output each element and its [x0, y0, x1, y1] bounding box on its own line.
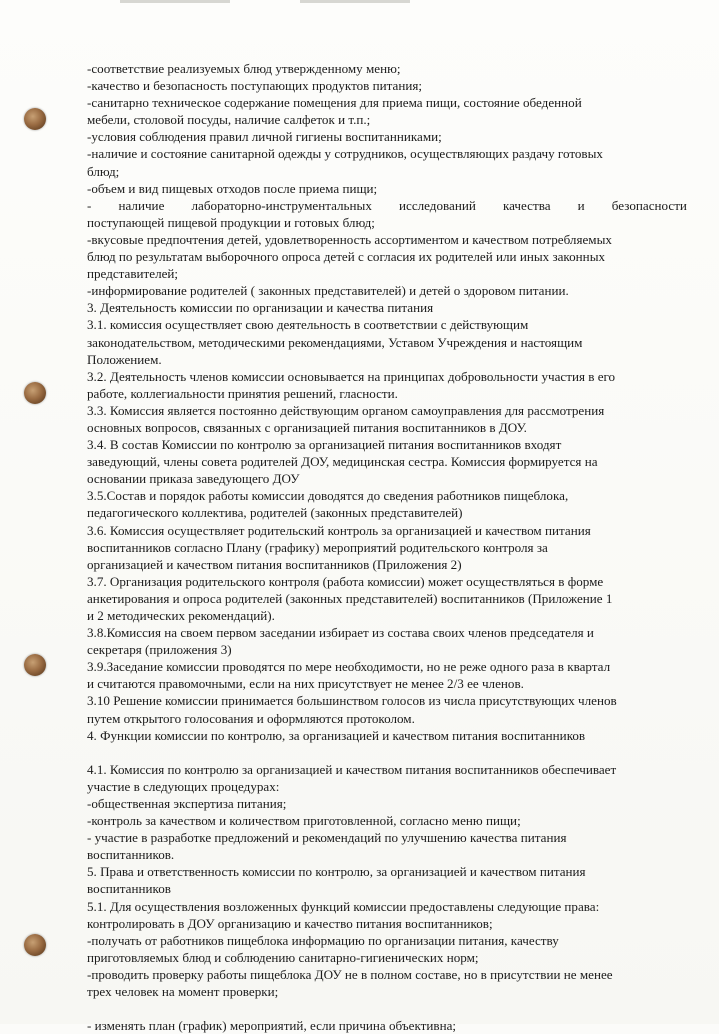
text-line: -объем и вид пищевых отходов после приема пищи;	[87, 180, 378, 196]
paragraph	[87, 966, 687, 1000]
paragraph	[87, 624, 687, 658]
paragraph	[87, 128, 687, 145]
text-line: 5.1. Для осуществления возложенных функций комиссии предоставлены следующие права:	[87, 898, 600, 914]
text-line: контролировать в ДОУ организацию и качество питания воспитанников;	[87, 915, 493, 931]
top-edge-mark	[120, 0, 230, 3]
text-line: Положением.	[87, 351, 162, 367]
text-line: 3.9.Заседание комиссии проводятся по мере необходимости, но не реже одного раза в квартал	[87, 659, 611, 675]
text-line: трех человек на момент проверки;	[87, 983, 279, 999]
text-line: 5. Права и ответственность комиссии по контролю, за организацией и качеством питания	[87, 864, 586, 880]
paragraph	[87, 197, 687, 231]
paragraph	[87, 77, 687, 94]
paragraph	[87, 180, 687, 197]
text-line: блюд по результатам выборочного опроса детей с согласия их родителей или иных законных	[87, 249, 606, 265]
paragraph	[87, 231, 687, 282]
paragraph	[87, 898, 687, 932]
paragraph	[87, 487, 687, 521]
text-line: работе, коллегиальности принятия решений, гласности.	[87, 385, 398, 401]
text-line	[87, 197, 687, 214]
text-line: блюд;	[87, 163, 120, 179]
text-line: основных вопросов, связанных с организацией питания воспитанников в ДОУ.	[87, 419, 527, 435]
text-line: 4.1. Комиссия по контролю за организацией и качеством питания воспитанников обеспечивает	[87, 761, 617, 777]
punch-hole-icon	[24, 934, 46, 956]
text-line: 3.5.Состав и порядок работы комиссии доводятся до сведения работников пищеблока,	[87, 488, 569, 504]
paragraph	[87, 316, 687, 367]
top-edge-mark	[300, 0, 410, 3]
word: и	[577, 197, 585, 213]
paragraph	[87, 282, 687, 299]
punch-hole-icon	[24, 108, 46, 130]
text-line: -контроль за качеством и количеством приготовленной, согласно меню пищи;	[87, 813, 521, 829]
text-line: воспитанников	[87, 881, 171, 897]
text-line: мебели, столовой посуды, наличие салфеток и т.п.;	[87, 112, 371, 128]
punch-hole-icon	[24, 654, 46, 676]
text-line: - участие в разработке предложений и рекомендаций по улучшению качества питания	[87, 830, 567, 846]
text-line: законодательством, методическими рекомендациями, Уставом Учреждения и настоящим	[87, 334, 583, 350]
text-line: 3.10 Решение комиссии принимается большинством голосов из числа присутствующих членов	[87, 693, 617, 709]
paragraph	[87, 829, 687, 863]
text-line: основании приказа заведующего ДОУ	[87, 471, 300, 487]
text-line: -соответствие реализуемых блюд утвержденному меню;	[87, 61, 401, 76]
text-line: -проводить проверку работы пищеблока ДОУ не в полном составе, но в присутствии не менее	[87, 966, 613, 982]
text-line: путем открытого голосования и оформляются протоколом.	[87, 710, 415, 726]
text-line: 3.2. Деятельность членов комиссии основывается на принципах добровольности участия в его	[87, 368, 616, 384]
paragraph	[87, 1000, 687, 1017]
text-line: заведующий, члены совета родителей ДОУ, медицинская сестра. Комиссия формируется на	[87, 454, 598, 470]
text-line: 3.8.Комиссия на своем первом заседании избирает из состава своих членов председателя и	[87, 625, 594, 641]
paragraph	[87, 812, 687, 829]
paragraph	[87, 1017, 687, 1034]
text-line: -получать от работников пищеблока информацию по организации питания, качеству	[87, 932, 559, 948]
text-line: 3.1. комиссия осуществляет свою деятельность в соответствии с действующим	[87, 317, 529, 333]
text-line: 3.7. Организация родительского контроля (работа комиссии) может осуществляться в форме	[87, 573, 604, 589]
text-line: анкетирования и опроса родителей (законных представителей) воспитанников (Приложение 1	[87, 590, 613, 606]
text-line: -условия соблюдения правил личной гигиены воспитанниками;	[87, 129, 442, 145]
text-line: секретаря (приложения 3)	[87, 642, 232, 658]
text-line: 3. Деятельность комиссии по организации и качества питания	[87, 300, 434, 316]
word: наличие	[118, 197, 165, 213]
paragraph	[87, 436, 687, 487]
text-line: 4. Функции комиссии по контролю, за организацией и качеством питания воспитанников	[87, 727, 586, 743]
text-line: воспитанников.	[87, 847, 175, 863]
text-line: 3.4. В состав Комиссии по контролю за организацией питания воспитанников входят	[87, 437, 562, 453]
paragraph	[87, 932, 687, 966]
word: -	[87, 197, 92, 213]
paragraph	[87, 402, 687, 436]
paragraph	[87, 863, 687, 897]
text-line: -вкусовые предпочтения детей, удовлетворенность ассортиментом и качеством потребляемых	[87, 231, 612, 247]
paragraph	[87, 692, 687, 726]
word: качества	[502, 197, 551, 213]
text-line: -санитарно техническое содержание помещения для приема пищи, состояние обеденной	[87, 95, 582, 111]
text-line: и 2 методических рекомендаций).	[87, 608, 275, 623]
punch-hole-icon	[24, 382, 46, 404]
paragraph	[87, 573, 687, 624]
paragraph	[87, 145, 687, 179]
paragraph	[87, 60, 687, 77]
paragraph	[87, 795, 687, 812]
text-line: - изменять план (график) мероприятий, если причина объективна;	[87, 1018, 457, 1034]
paragraph	[87, 744, 687, 761]
text-line: участие в следующих процедурах:	[87, 778, 280, 794]
text-line: представителей;	[87, 266, 179, 282]
word: исследований	[399, 197, 476, 213]
text-line: -информирование родителей ( законных представителей) и детей о здоровом питании.	[87, 283, 569, 299]
text-line: -качество и безопасность поступающих продуктов питания;	[87, 78, 423, 94]
paragraph	[87, 522, 687, 573]
document-body	[87, 60, 687, 1034]
paragraph	[87, 727, 687, 744]
text-line: 3.6. Комиссия осуществляет родительский контроль за организацией и качеством питания	[87, 522, 591, 538]
paragraph	[87, 658, 687, 692]
text-line: поступающей пищевой продукции и готовых блюд;	[87, 214, 375, 230]
paragraph	[87, 299, 687, 316]
paragraph	[87, 368, 687, 402]
text-line: 3.3. Комиссия является постоянно действующим органом самоуправления для рассмотрения	[87, 402, 605, 418]
paragraph	[87, 761, 687, 795]
text-line: педагогического коллектива, родителей (законных представителей)	[87, 505, 463, 521]
text-line: и считаются правомочными, если на них присутствует не менее 2/3 ее членов.	[87, 676, 524, 692]
text-line: организацией и качеством питания воспитанников (Приложения 2)	[87, 556, 462, 572]
word: безопасности	[611, 197, 687, 213]
word: лабораторно-инструментальных	[191, 197, 372, 213]
text-line: -наличие и состояние санитарной одежды у сотрудников, осуществляющих раздачу готовых	[87, 146, 603, 162]
text-line: приготовляемых блюд и соблюдению санитарно-гигиенических норм;	[87, 949, 479, 965]
text-line: воспитанников согласно Плану (графику) мероприятий родительского контроля за	[87, 539, 548, 555]
text-line: -общественная экспертиза питания;	[87, 795, 287, 811]
paragraph	[87, 94, 687, 128]
